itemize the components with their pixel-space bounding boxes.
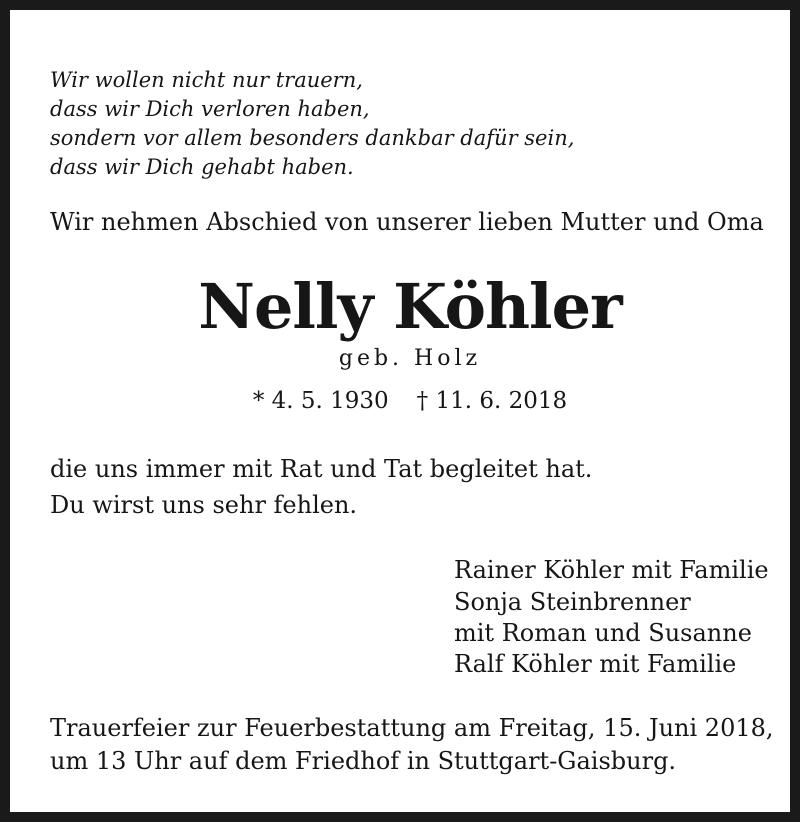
life-dates <box>10 388 800 414</box>
mourner-line: Rainer Köhler mit Familie <box>454 556 769 584</box>
maiden-name: geb. Holz <box>338 346 482 371</box>
poem-line: dass wir Dich gehabt haben. <box>50 155 354 179</box>
death-date: † 11. 6. 2018 <box>416 388 568 414</box>
birth-date: * 4. 5. 1930 <box>252 388 389 414</box>
poem-line: Wir wollen nicht nur trauern, <box>50 68 363 92</box>
mourner-line: mit Roman und Susanne <box>454 619 752 647</box>
ceremony-line: um 13 Uhr auf dem Friedhof in Stuttgart-Gaisburg. <box>50 747 677 775</box>
poem-line: dass wir Dich verloren haben, <box>50 97 370 121</box>
poem-line: sondern vor allem besonders dankbar dafür sein, <box>50 126 575 150</box>
message-line: die uns immer mit Rat und Tat begleitet hat. <box>50 455 593 483</box>
deceased-name: Nelly Köhler <box>198 270 622 343</box>
mourner-line: Sonja Steinbrenner <box>454 588 691 616</box>
farewell-intro: Wir nehmen Abschied von unserer lieben Mutter und Oma <box>50 208 764 236</box>
ceremony-line: Trauerfeier zur Feuerbestattung am Freitag, 15. Juni 2018, <box>50 714 774 742</box>
message-line: Du wirst uns sehr fehlen. <box>50 491 358 519</box>
mourner-line: Ralf Köhler mit Familie <box>454 650 737 678</box>
